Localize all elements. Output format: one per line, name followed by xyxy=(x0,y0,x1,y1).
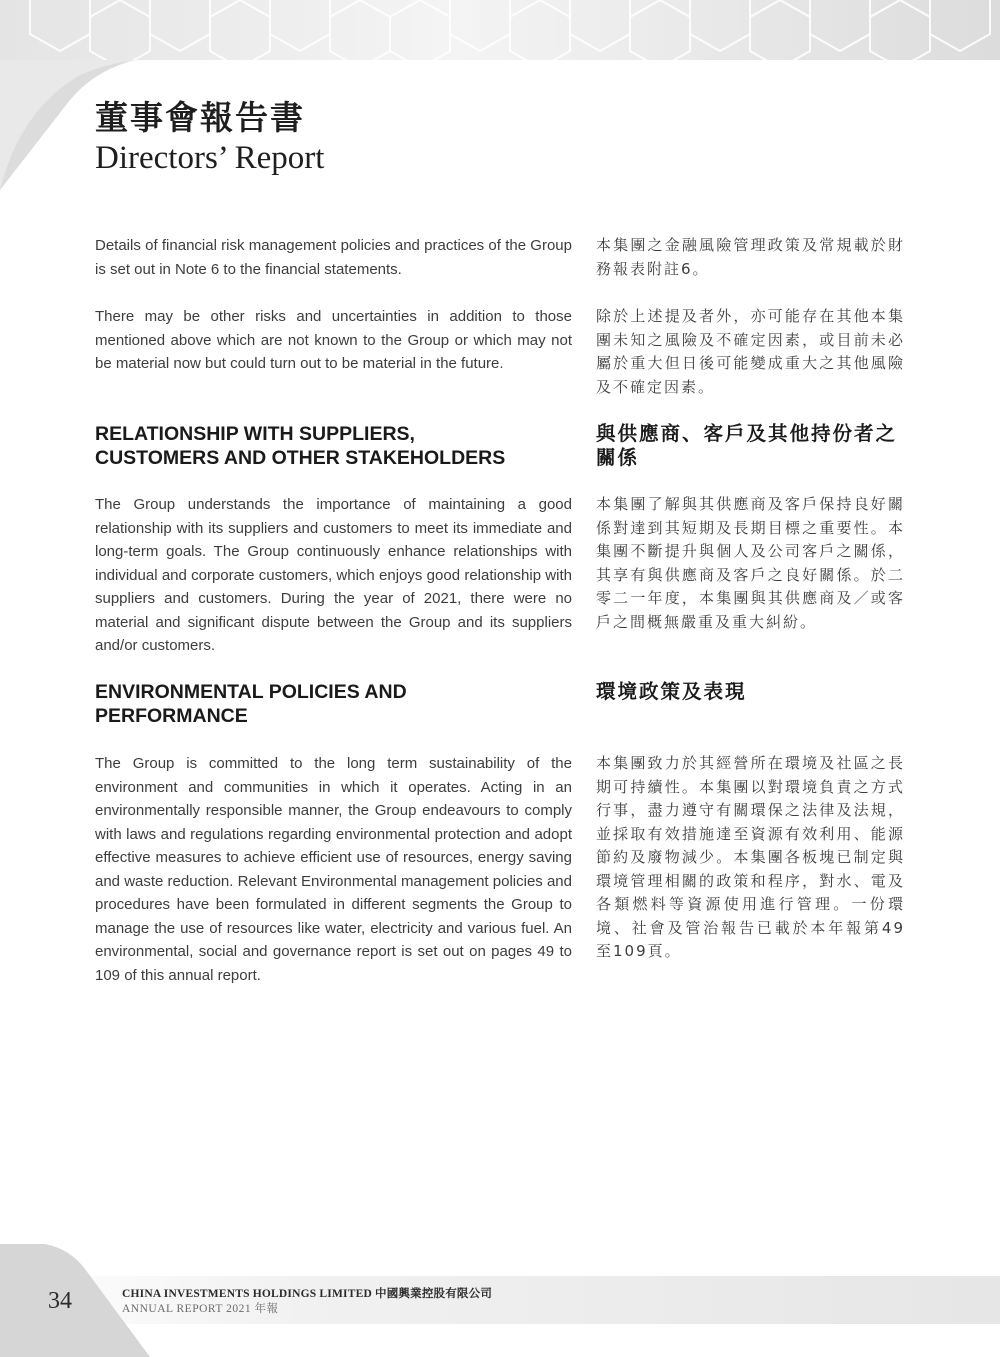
environmental-paragraph-en: The Group is committed to the long term sustainability of the environment and communities in which it operates. Acting in an environmentally responsible manner, the Group endeavours to comply with laws and regulations regarding environmental protection and adopt effective measures to achieve efficient use of resources, energy saving and waste reduction. Relevant Environmental management policies and procedures have been formulated in different segments the Group to manage the use of resources like water, electricity and various fuel. An environmental, social and governance report is set out on pages 49 to 109 of this annual report. xyxy=(95,755,572,984)
relationship-heading-zh-line2: 關係 xyxy=(596,446,640,469)
other-risks-paragraph-en: There may be other risks and uncertainties in addition to those mentioned above which are not known to the Group or which may not be material now but could turn out to be material in the future. xyxy=(95,308,572,372)
relationship-paragraph-en: The Group understands the importance of maintaining a good relationship with its suppliers and customers to meet its immediate and long-term goals. The Group continuously enhance relationships with individual and corporate customers, which enjoys good relationship with suppliers and customers. During the year of 2021, there were no material and significant dispute between the Group and its suppliers and/or customers. xyxy=(95,496,572,654)
relationship-heading-zh-line1: 與供應商、客戶及其他持份者之 xyxy=(596,422,898,445)
page-number: 34 xyxy=(48,1288,72,1314)
environmental-heading-en xyxy=(95,680,572,728)
relationship-heading-en-line2: CUSTOMERS AND OTHER STAKEHOLDERS xyxy=(95,447,506,469)
relationship-heading-en-line1: RELATIONSHIP WITH SUPPLIERS, xyxy=(95,423,415,445)
risk-policy-paragraph-zh: 本集團之金融風險管理政策及常規載於財務報表附註6。 xyxy=(596,236,905,278)
environmental-heading-en-line2: PERFORMANCE xyxy=(95,705,248,727)
other-risks-paragraph-zh: 除於上述提及者外，亦可能存在其他本集團未知之風險及不確定因素，或目前未必屬於重大但日後可能變成重大之其他風險及不確定因素。 xyxy=(596,307,905,396)
footer-company-name: CHINA INVESTMENTS HOLDINGS LIMITED 中國興業控股有限公司 xyxy=(122,1288,493,1300)
environmental-paragraph-zh: 本集團致力於其經營所在環境及社區之長期可持續性。本集團以對環境負責之方式行事，盡力遵守有關環保之法律及法規，並採取有效措施達至資源有效利用、能源節約及廢物減少。本集團各板塊已制定與環境管理相關的政策和程序，對水、電及各類燃料等資源使用進行管理。一份環境、社會及管治報告已載於本年報第49至109頁。 xyxy=(596,754,905,960)
footer-report-title: ANNUAL REPORT 2021 年報 xyxy=(122,1303,279,1315)
risk-policy-paragraph-en: Details of financial risk management policies and practices of the Group is set out in Note 6 to the financial statements. xyxy=(95,237,572,278)
relationship-paragraph-zh: 本集團了解與其供應商及客戶保持良好關係對達到其短期及長期目標之重要性。本集團不斷提升與個人及公司客戶之關係，其享有與供應商及客戶之良好關係。於二零二一年度，本集團與其供應商及／或客戶之間概無嚴重及重大糾紛。 xyxy=(596,495,905,631)
page-title-zh: 董事會報告書 xyxy=(95,98,305,137)
page-title xyxy=(95,98,324,178)
environmental-heading-zh-line1: 環境政策及表現 xyxy=(596,680,747,703)
environmental-heading-en-line1: ENVIRONMENTAL POLICIES AND xyxy=(95,681,407,703)
environmental-heading-zh xyxy=(596,680,905,704)
relationship-heading-zh xyxy=(596,422,905,470)
page-title-en: Directors’ Report xyxy=(95,140,325,176)
relationship-heading-en xyxy=(95,422,572,470)
